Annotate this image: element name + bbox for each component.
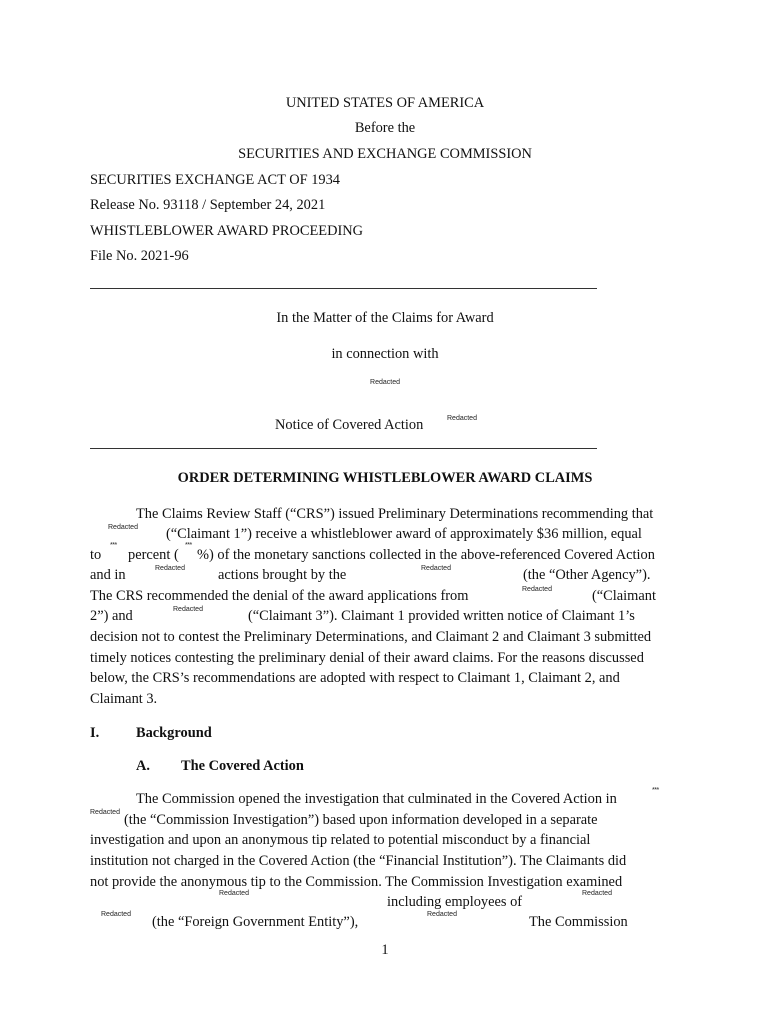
redacted-claimant3: Redacted (173, 606, 203, 613)
section-title-background: Background (136, 725, 212, 741)
release-line: Release No. 93118 / September 24, 2021 (90, 197, 326, 213)
p2-line2: (the “Commission Investigation”) based upon information developed in a separate (124, 812, 598, 828)
redacted-date: Redacted (90, 809, 120, 816)
connection-line: in connection with (331, 346, 439, 362)
p1-line10: Claimant 3. (90, 691, 158, 707)
act-line: SECURITIES EXCHANGE ACT OF 1934 (90, 172, 340, 188)
p1-line3b: percent ( (128, 547, 179, 563)
header-country: UNITED STATES OF AMERICA (285, 95, 485, 111)
p2-line1: The Commission opened the investigation that culminated in the Covered Action in (136, 791, 617, 807)
header-commission: SECURITIES AND EXCHANGE COMMISSION (238, 146, 532, 162)
header-before: Before the (354, 120, 416, 136)
masked-year: *** (652, 787, 659, 794)
p1-line3a: to (90, 547, 102, 563)
p1-line8: timely notices contesting the preliminary denial of their award claims. For the reasons discussed (90, 650, 644, 666)
section-number-i: I. (90, 725, 100, 741)
p2-line4: institution not charged in the Covered Action (the “Financial Institution”). The Claimants did (90, 853, 627, 869)
subsection-number-a: A. (136, 758, 150, 774)
p1-line4a: and in (90, 567, 126, 583)
masked-percent-2: *** (185, 542, 192, 549)
p1-line7: decision not to contest the Preliminary Determinations, and Claimant 2 and Claimant 3 submitted (90, 629, 652, 645)
p2-line3: investigation and upon an anonymous tip related to potential misconduct by a financial (90, 832, 591, 848)
redacted-actions-count: Redacted (155, 565, 185, 572)
redacted-foreign-detail: Redacted (427, 911, 457, 918)
subsection-title-covered-action: The Covered Action (181, 758, 304, 774)
divider-bottom (90, 448, 597, 449)
p1-line6b: (“Claimant 3”). Claimant 1 provided written notice of Claimant 1’s (248, 608, 635, 624)
redacted-foreign-entity: Redacted (101, 911, 131, 918)
redacted-claimant1: Redacted (108, 524, 138, 531)
p1-line9: below, the CRS’s recommendations are adopted with respect to Claimant 1, Claimant 2, and (90, 670, 620, 686)
p1-line3c: %) of the monetary sanctions collected in the above-referenced Covered Action (197, 547, 655, 563)
matter-line: In the Matter of the Claims for Award (276, 310, 494, 326)
page-number: 1 (381, 942, 389, 958)
redacted-claimant: Redacted (370, 379, 400, 386)
p2-line6: including employees of (387, 894, 523, 910)
redacted-examined-subject: Redacted (219, 890, 249, 897)
p1-line4c: (the “Other Agency”). (523, 567, 651, 583)
p1-line4b: actions brought by the (218, 567, 347, 583)
proceeding-line: WHISTLEBLOWER AWARD PROCEEDING (90, 223, 364, 239)
p2-line5: not provide the anonymous tip to the Commission. The Commission Investigation examined (90, 874, 623, 890)
redacted-other-agency: Redacted (421, 565, 451, 572)
masked-percent-1: *** (110, 542, 117, 549)
notice-of-covered-action: Notice of Covered Action (275, 417, 424, 433)
p1-line5a: The CRS recommended the denial of the award applications from (90, 588, 469, 604)
p1-line1: The Claims Review Staff (“CRS”) issued Preliminary Determinations recommending that (136, 506, 654, 522)
redacted-notice-number: Redacted (447, 415, 477, 422)
p1-line2: (“Claimant 1”) receive a whistleblower award of approximately $36 million, equal (166, 526, 642, 542)
p1-line5b: (“Claimant (592, 588, 656, 604)
order-title: ORDER DETERMINING WHISTLEBLOWER AWARD CLAIMS (177, 470, 593, 486)
p2-line7b: The Commission (529, 914, 628, 930)
divider-top (90, 288, 597, 289)
p1-line6a: 2”) and (90, 608, 133, 624)
file-number: File No. 2021-96 (90, 248, 189, 264)
redacted-claimant2: Redacted (522, 586, 552, 593)
redacted-employer: Redacted (582, 890, 612, 897)
p2-line7a: (the “Foreign Government Entity”), (152, 914, 359, 930)
